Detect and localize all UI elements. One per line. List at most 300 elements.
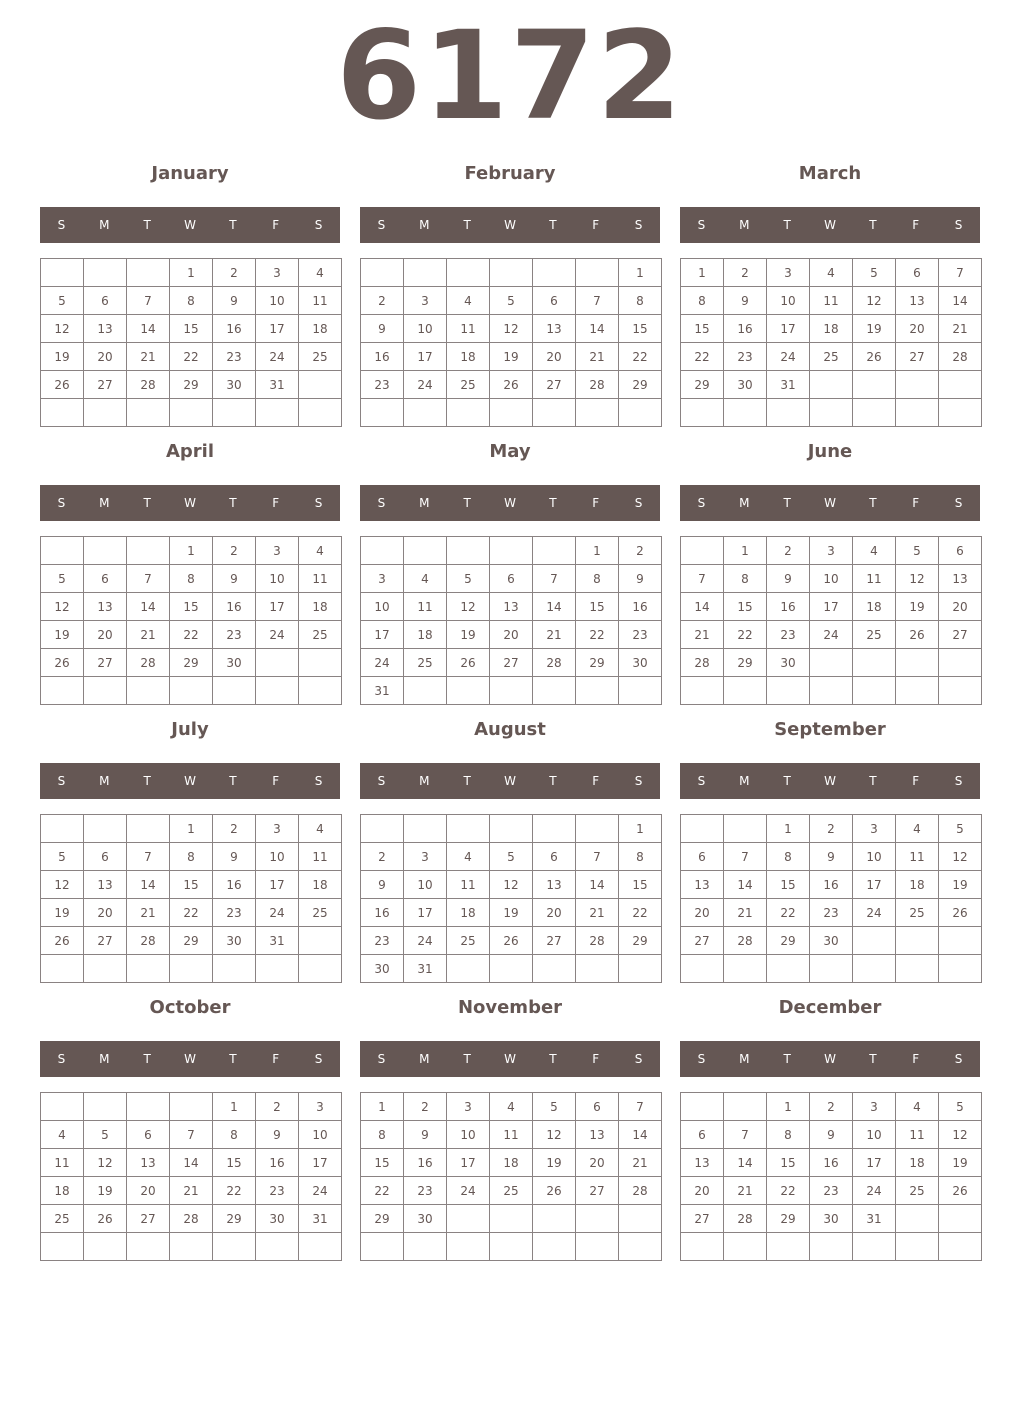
day-cell: 8: [213, 1121, 256, 1149]
day-cell: 4: [299, 259, 342, 287]
day-cell: [724, 1233, 767, 1261]
day-cell: 22: [619, 899, 662, 927]
day-cell: [41, 955, 84, 983]
day-cell: 21: [533, 621, 576, 649]
day-cell: [127, 815, 170, 843]
weekday-label: W: [824, 496, 836, 510]
day-cell: [404, 399, 447, 427]
weekday-header: [40, 207, 340, 243]
day-cell: [404, 537, 447, 565]
week-row: [361, 1205, 662, 1233]
day-cell: 14: [533, 593, 576, 621]
day-cell: [361, 815, 404, 843]
day-cell: [939, 927, 982, 955]
day-cell: [41, 399, 84, 427]
day-cell: 8: [619, 287, 662, 315]
day-grid: [680, 814, 982, 983]
week-row: [41, 1205, 342, 1233]
day-cell: 7: [127, 287, 170, 315]
day-cell: 8: [170, 843, 213, 871]
day-cell: [576, 677, 619, 705]
week-row: [681, 871, 982, 899]
weekday-label: T: [143, 218, 151, 232]
day-cell: [213, 955, 256, 983]
day-cell: 30: [810, 1205, 853, 1233]
weekday-label: S: [377, 496, 386, 510]
week-row: [681, 287, 982, 315]
day-cell: 12: [41, 593, 84, 621]
day-cell: 23: [361, 927, 404, 955]
day-cell: 29: [767, 1205, 810, 1233]
day-cell: [853, 677, 896, 705]
weekday-label: S: [697, 1052, 706, 1066]
weekday-label: W: [184, 218, 196, 232]
day-cell: [170, 1093, 213, 1121]
day-cell: 17: [256, 315, 299, 343]
day-cell: 27: [681, 1205, 724, 1233]
day-cell: 19: [490, 343, 533, 371]
weekday-label: T: [463, 218, 471, 232]
day-cell: 19: [41, 343, 84, 371]
day-cell: 5: [533, 1093, 576, 1121]
week-row: [681, 537, 982, 565]
day-cell: [84, 399, 127, 427]
day-cell: 18: [41, 1177, 84, 1205]
day-cell: 27: [533, 371, 576, 399]
day-cell: 21: [681, 621, 724, 649]
day-cell: 21: [127, 343, 170, 371]
day-cell: 14: [576, 871, 619, 899]
day-cell: [490, 815, 533, 843]
day-cell: [939, 1233, 982, 1261]
day-cell: 1: [213, 1093, 256, 1121]
month-january: [40, 159, 340, 427]
weekday-header: [680, 485, 980, 521]
day-cell: 13: [533, 315, 576, 343]
day-cell: [213, 1233, 256, 1261]
weekday-label: T: [549, 774, 557, 788]
weekday-label: T: [549, 1052, 557, 1066]
day-cell: 20: [127, 1177, 170, 1205]
day-cell: 28: [681, 649, 724, 677]
weekday-label: W: [824, 1052, 836, 1066]
weekday-label: M: [419, 218, 430, 232]
day-cell: 7: [619, 1093, 662, 1121]
day-cell: 20: [939, 593, 982, 621]
day-cell: 9: [404, 1121, 447, 1149]
day-cell: [490, 399, 533, 427]
day-cell: 19: [447, 621, 490, 649]
weekday-label: S: [697, 218, 706, 232]
day-grid: [360, 258, 662, 427]
day-cell: 15: [767, 1149, 810, 1177]
day-cell: 22: [170, 343, 213, 371]
weekday-label: T: [783, 1052, 791, 1066]
day-cell: [767, 399, 810, 427]
day-cell: 2: [619, 537, 662, 565]
weekday-label: M: [419, 774, 430, 788]
day-cell: 29: [170, 927, 213, 955]
day-cell: 30: [361, 955, 404, 983]
weekday-label: W: [184, 774, 196, 788]
week-row: [681, 593, 982, 621]
week-row: [41, 815, 342, 843]
weekday-label: W: [504, 496, 516, 510]
day-cell: [41, 1093, 84, 1121]
weekday-label: F: [592, 1052, 600, 1066]
day-cell: 2: [767, 537, 810, 565]
day-cell: [299, 1233, 342, 1261]
day-cell: 10: [256, 565, 299, 593]
week-row: [41, 955, 342, 983]
day-cell: 11: [41, 1149, 84, 1177]
day-cell: [810, 955, 853, 983]
day-cell: [619, 1205, 662, 1233]
day-cell: [896, 927, 939, 955]
day-cell: 9: [361, 871, 404, 899]
day-cell: [447, 815, 490, 843]
weekday-label: S: [314, 1052, 323, 1066]
month-april: [40, 437, 340, 705]
day-cell: 25: [853, 621, 896, 649]
day-cell: 22: [681, 343, 724, 371]
day-cell: [41, 677, 84, 705]
day-cell: 1: [619, 815, 662, 843]
day-cell: 11: [447, 871, 490, 899]
day-cell: 19: [84, 1177, 127, 1205]
day-cell: 9: [767, 565, 810, 593]
day-cell: [170, 1233, 213, 1261]
weekday-header: [680, 763, 980, 799]
week-row: [41, 1121, 342, 1149]
weekday-label: M: [99, 496, 110, 510]
day-cell: [447, 399, 490, 427]
weekday-header: [40, 485, 340, 521]
day-cell: 5: [447, 565, 490, 593]
week-row: [41, 677, 342, 705]
day-cell: [213, 677, 256, 705]
day-grid: [360, 536, 662, 705]
weekday-header: [360, 207, 660, 243]
day-cell: [619, 955, 662, 983]
day-cell: 25: [896, 899, 939, 927]
day-cell: 23: [810, 899, 853, 927]
day-cell: [84, 537, 127, 565]
day-cell: [533, 537, 576, 565]
day-cell: 30: [619, 649, 662, 677]
weekday-label: S: [314, 496, 323, 510]
day-cell: 21: [724, 899, 767, 927]
month-name: August: [474, 719, 546, 740]
week-row: [361, 815, 662, 843]
day-cell: 3: [361, 565, 404, 593]
day-cell: 30: [404, 1205, 447, 1233]
day-grid: [40, 814, 342, 983]
weekday-label: S: [377, 774, 386, 788]
day-cell: [576, 1233, 619, 1261]
day-cell: 1: [681, 259, 724, 287]
day-cell: 16: [361, 899, 404, 927]
day-cell: 26: [41, 649, 84, 677]
week-row: [361, 1121, 662, 1149]
day-cell: [256, 649, 299, 677]
day-cell: 22: [619, 343, 662, 371]
day-cell: [533, 399, 576, 427]
day-cell: 16: [619, 593, 662, 621]
day-cell: 27: [84, 649, 127, 677]
weekday-label: T: [463, 1052, 471, 1066]
weekday-label: M: [419, 1052, 430, 1066]
week-row: [361, 259, 662, 287]
weekday-label: S: [954, 774, 963, 788]
day-cell: [896, 1233, 939, 1261]
day-cell: 27: [896, 343, 939, 371]
weekday-label: T: [143, 496, 151, 510]
day-cell: [299, 649, 342, 677]
week-row: [361, 287, 662, 315]
week-row: [361, 927, 662, 955]
day-cell: 5: [939, 815, 982, 843]
day-cell: 3: [404, 287, 447, 315]
day-cell: [299, 927, 342, 955]
day-cell: 23: [256, 1177, 299, 1205]
weekday-label: S: [377, 218, 386, 232]
day-cell: 16: [404, 1149, 447, 1177]
day-cell: 13: [127, 1149, 170, 1177]
day-cell: 4: [853, 537, 896, 565]
weekday-label: S: [954, 1052, 963, 1066]
day-cell: 29: [170, 649, 213, 677]
day-cell: 5: [939, 1093, 982, 1121]
day-cell: 12: [490, 871, 533, 899]
day-cell: 4: [896, 1093, 939, 1121]
day-cell: 14: [576, 315, 619, 343]
day-cell: 20: [84, 343, 127, 371]
day-cell: [84, 1233, 127, 1261]
day-cell: 26: [896, 621, 939, 649]
day-cell: 6: [84, 565, 127, 593]
weekday-label: M: [739, 218, 750, 232]
day-cell: 22: [724, 621, 767, 649]
day-cell: 30: [213, 371, 256, 399]
day-cell: 11: [447, 315, 490, 343]
day-cell: [896, 371, 939, 399]
day-cell: 25: [299, 343, 342, 371]
day-cell: 15: [170, 593, 213, 621]
weekday-label: M: [99, 774, 110, 788]
day-cell: 6: [896, 259, 939, 287]
day-cell: [41, 1233, 84, 1261]
day-cell: 11: [853, 565, 896, 593]
day-cell: 7: [681, 565, 724, 593]
day-cell: [939, 677, 982, 705]
week-row: [681, 927, 982, 955]
day-cell: [447, 259, 490, 287]
weekday-header: [360, 1041, 660, 1077]
day-cell: 3: [447, 1093, 490, 1121]
day-cell: 10: [404, 871, 447, 899]
day-cell: 11: [896, 1121, 939, 1149]
day-cell: 16: [810, 1149, 853, 1177]
day-cell: [767, 955, 810, 983]
week-row: [681, 899, 982, 927]
day-cell: [533, 815, 576, 843]
day-cell: [447, 1233, 490, 1261]
day-cell: 21: [127, 621, 170, 649]
day-cell: 1: [170, 537, 213, 565]
week-row: [361, 899, 662, 927]
week-row: [41, 621, 342, 649]
day-cell: [619, 677, 662, 705]
day-cell: 25: [447, 927, 490, 955]
day-cell: [681, 1233, 724, 1261]
day-cell: 28: [127, 649, 170, 677]
day-cell: [127, 259, 170, 287]
week-row: [41, 649, 342, 677]
weekday-label: T: [229, 496, 237, 510]
day-cell: 17: [810, 593, 853, 621]
day-cell: 22: [170, 621, 213, 649]
day-cell: 28: [533, 649, 576, 677]
day-cell: [361, 399, 404, 427]
day-cell: [681, 399, 724, 427]
day-cell: 27: [84, 371, 127, 399]
day-cell: 18: [299, 593, 342, 621]
day-cell: 22: [767, 899, 810, 927]
day-cell: 31: [256, 371, 299, 399]
day-cell: 7: [170, 1121, 213, 1149]
day-cell: [853, 649, 896, 677]
weekday-label: T: [783, 496, 791, 510]
day-cell: 27: [84, 927, 127, 955]
day-cell: [127, 955, 170, 983]
day-cell: 14: [619, 1121, 662, 1149]
day-cell: [490, 1233, 533, 1261]
month-february: [360, 159, 660, 427]
day-cell: 22: [767, 1177, 810, 1205]
day-cell: 2: [213, 537, 256, 565]
day-cell: 18: [810, 315, 853, 343]
day-cell: 18: [853, 593, 896, 621]
week-row: [361, 1233, 662, 1261]
day-cell: 25: [490, 1177, 533, 1205]
day-cell: 30: [213, 927, 256, 955]
day-cell: 12: [896, 565, 939, 593]
day-cell: 19: [41, 899, 84, 927]
day-cell: 19: [896, 593, 939, 621]
weekday-label: S: [697, 774, 706, 788]
weekday-label: T: [229, 218, 237, 232]
day-cell: [576, 399, 619, 427]
day-cell: 13: [490, 593, 533, 621]
day-cell: 6: [533, 843, 576, 871]
day-cell: 3: [256, 259, 299, 287]
day-cell: 22: [576, 621, 619, 649]
day-cell: 31: [767, 371, 810, 399]
day-cell: 29: [619, 927, 662, 955]
day-cell: [170, 955, 213, 983]
day-cell: 20: [533, 899, 576, 927]
day-cell: 11: [299, 843, 342, 871]
week-row: [361, 955, 662, 983]
day-cell: 3: [810, 537, 853, 565]
day-cell: [127, 399, 170, 427]
day-cell: 27: [127, 1205, 170, 1233]
day-cell: 27: [681, 927, 724, 955]
day-cell: [896, 1205, 939, 1233]
day-cell: 20: [84, 899, 127, 927]
day-cell: 3: [767, 259, 810, 287]
week-row: [361, 593, 662, 621]
month-name: October: [149, 997, 231, 1018]
day-cell: 15: [681, 315, 724, 343]
day-cell: 8: [170, 565, 213, 593]
weekday-label: T: [143, 774, 151, 788]
weekday-label: F: [272, 496, 280, 510]
week-row: [41, 1177, 342, 1205]
week-row: [361, 537, 662, 565]
day-grid: [680, 258, 982, 427]
day-cell: 1: [170, 815, 213, 843]
day-cell: 28: [127, 927, 170, 955]
day-cell: 24: [361, 649, 404, 677]
weekday-label: F: [912, 496, 920, 510]
day-cell: 9: [619, 565, 662, 593]
day-cell: 13: [576, 1121, 619, 1149]
day-cell: 21: [619, 1149, 662, 1177]
day-grid: [360, 1092, 662, 1261]
day-cell: 27: [490, 649, 533, 677]
day-cell: 7: [724, 843, 767, 871]
day-cell: 27: [939, 621, 982, 649]
day-cell: 15: [213, 1149, 256, 1177]
day-cell: [84, 815, 127, 843]
day-cell: [127, 1233, 170, 1261]
day-cell: [853, 1233, 896, 1261]
day-cell: 24: [404, 371, 447, 399]
day-cell: [299, 399, 342, 427]
day-cell: 20: [681, 1177, 724, 1205]
day-cell: 19: [939, 1149, 982, 1177]
day-cell: [299, 371, 342, 399]
day-cell: 9: [361, 315, 404, 343]
day-cell: [853, 955, 896, 983]
day-cell: 29: [576, 649, 619, 677]
day-cell: [724, 677, 767, 705]
day-cell: 18: [299, 871, 342, 899]
day-cell: 19: [490, 899, 533, 927]
day-cell: 14: [170, 1149, 213, 1177]
day-cell: 23: [724, 343, 767, 371]
day-cell: [447, 1205, 490, 1233]
week-row: [361, 399, 662, 427]
day-cell: 29: [361, 1205, 404, 1233]
day-cell: 18: [896, 871, 939, 899]
day-cell: 10: [853, 1121, 896, 1149]
week-row: [681, 1177, 982, 1205]
day-cell: 2: [361, 843, 404, 871]
weekday-label: T: [549, 218, 557, 232]
day-cell: [939, 399, 982, 427]
day-cell: 23: [619, 621, 662, 649]
day-cell: [724, 399, 767, 427]
week-row: [681, 1205, 982, 1233]
day-cell: [810, 649, 853, 677]
month-december: [680, 993, 980, 1261]
day-cell: 24: [256, 343, 299, 371]
week-row: [361, 371, 662, 399]
week-row: [681, 399, 982, 427]
